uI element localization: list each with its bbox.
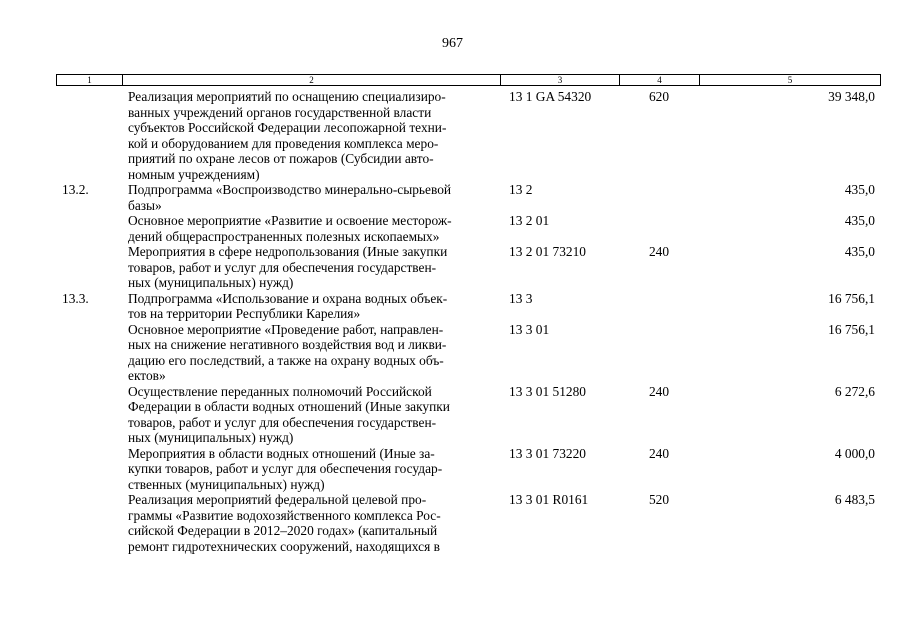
row-description — [128, 244, 500, 291]
row-amount: 6 483,5 — [834, 492, 875, 507]
table-row — [56, 89, 880, 182]
description-line: Осуществление переданных полномочий Российской — [128, 383, 432, 399]
column-header-2: 2 — [123, 75, 501, 86]
row-amount: 16 756,1 — [828, 290, 875, 306]
description-line: ных (муниципальных) нужд) — [128, 275, 294, 290]
description-line: граммы «Развитие водохозяйственного комплекса Рос- — [128, 507, 441, 523]
description-line: ектов» — [128, 368, 166, 383]
row-code: 13 1 GA 54320 — [509, 89, 592, 104]
row-amount: 39 348,0 — [828, 89, 875, 104]
description-line: Реализация мероприятий федеральной целевой про- — [128, 492, 427, 507]
table-row — [56, 291, 880, 322]
description-line: ремонт гидротехнических сооружений, находящихся в — [128, 538, 440, 554]
description-line: ных на снижение негативного воздействия вод и ликви- — [128, 337, 447, 352]
description-line: товаров, работ и услуг для обеспечения государствен- — [128, 414, 437, 430]
description-line: Мероприятия в сфере недропользования (Иные закупки — [128, 244, 448, 259]
column-header-row — [57, 75, 881, 86]
description-line: дацию его последствий, а также на охрану водных объ- — [128, 352, 444, 368]
column-header-1: 1 — [57, 75, 123, 86]
row-amount: 16 756,1 — [828, 321, 875, 337]
row-code: 13 3 01 73220 — [509, 445, 586, 461]
row-amount: 6 272,6 — [834, 383, 875, 399]
description-line: Подпрограмма «Использование и охрана водных объек- — [128, 290, 448, 306]
table-row — [56, 322, 880, 384]
description-line: Федерации в области водных отношений (Иные закупки — [128, 399, 450, 414]
row-code: 13 3 01 R0161 — [509, 492, 589, 507]
row-number: 13.3. — [62, 290, 89, 306]
description-line: Реализация мероприятий по оснащению специализиро- — [128, 89, 446, 104]
row-description — [128, 89, 500, 182]
row-amount: 435,0 — [844, 182, 875, 197]
row-amount: 435,0 — [844, 244, 875, 259]
row-expense-type: 240 — [648, 383, 670, 399]
row-expense-type: 620 — [648, 89, 670, 104]
row-code: 13 3 01 51280 — [509, 383, 586, 399]
table-row — [56, 182, 880, 213]
column-header-4: 4 — [620, 75, 700, 86]
description-line: дений общераспространенных полезных ископаемых» — [128, 228, 440, 244]
row-code: 13 3 01 — [509, 321, 550, 337]
row-number: 13.2. — [62, 182, 89, 197]
description-line: ванных учреждений органов государственной власти — [128, 104, 432, 120]
description-line: сийской Федерации в 2012–2020 годах» (капитальный — [128, 523, 438, 538]
table-row — [56, 213, 880, 244]
row-description — [128, 291, 500, 322]
description-line: купки товаров, работ и услуг для обеспечения государ- — [128, 461, 443, 476]
row-description — [128, 182, 500, 213]
description-line: товаров, работ и услуг для обеспечения государствен- — [128, 259, 437, 275]
row-expense-type: 520 — [648, 492, 670, 507]
description-line: номным учреждениям) — [128, 166, 260, 182]
row-description — [128, 384, 500, 446]
row-code: 13 2 01 73210 — [509, 244, 586, 259]
column-header-3: 3 — [501, 75, 620, 86]
description-line: Подпрограмма «Воспроизводство минерально-сырьевой — [128, 182, 452, 197]
description-line: субъектов Российской Федерации лесопожарной техни- — [128, 120, 447, 135]
description-line: Мероприятия в области водных отношений (Иные за- — [128, 445, 435, 461]
description-line: Основное мероприятие «Развитие и освоение месторож- — [128, 213, 452, 228]
table-row — [56, 244, 880, 291]
row-description — [128, 492, 500, 554]
table-row — [56, 446, 880, 493]
column-header-5: 5 — [700, 75, 881, 86]
row-code: 13 3 — [509, 290, 533, 306]
row-expense-type: 240 — [648, 244, 670, 259]
description-line: Основное мероприятие «Проведение работ, направлен- — [128, 321, 444, 337]
description-line: приятий по охране лесов от пожаров (Субсидии авто- — [128, 151, 434, 166]
description-line: тов на территории Республики Карелия» — [128, 306, 361, 321]
row-code: 13 2 01 — [509, 213, 550, 228]
row-amount: 4 000,0 — [834, 445, 875, 461]
table-row — [56, 384, 880, 446]
row-expense-type: 240 — [648, 445, 670, 461]
column-header-table — [56, 74, 881, 86]
description-line: ных (муниципальных) нужд) — [128, 430, 294, 445]
description-line: базы» — [128, 197, 162, 213]
table-row — [56, 492, 880, 554]
page-number: 967 — [442, 36, 463, 51]
row-description — [128, 446, 500, 493]
row-description — [128, 213, 500, 244]
budget-table-body — [56, 89, 880, 554]
description-line: ственных (муниципальных) нужд) — [128, 476, 325, 492]
row-code: 13 2 — [509, 182, 533, 197]
row-amount: 435,0 — [844, 213, 875, 228]
row-description — [128, 322, 500, 384]
description-line: кой и оборудованием для проведения комплекса меро- — [128, 135, 439, 151]
